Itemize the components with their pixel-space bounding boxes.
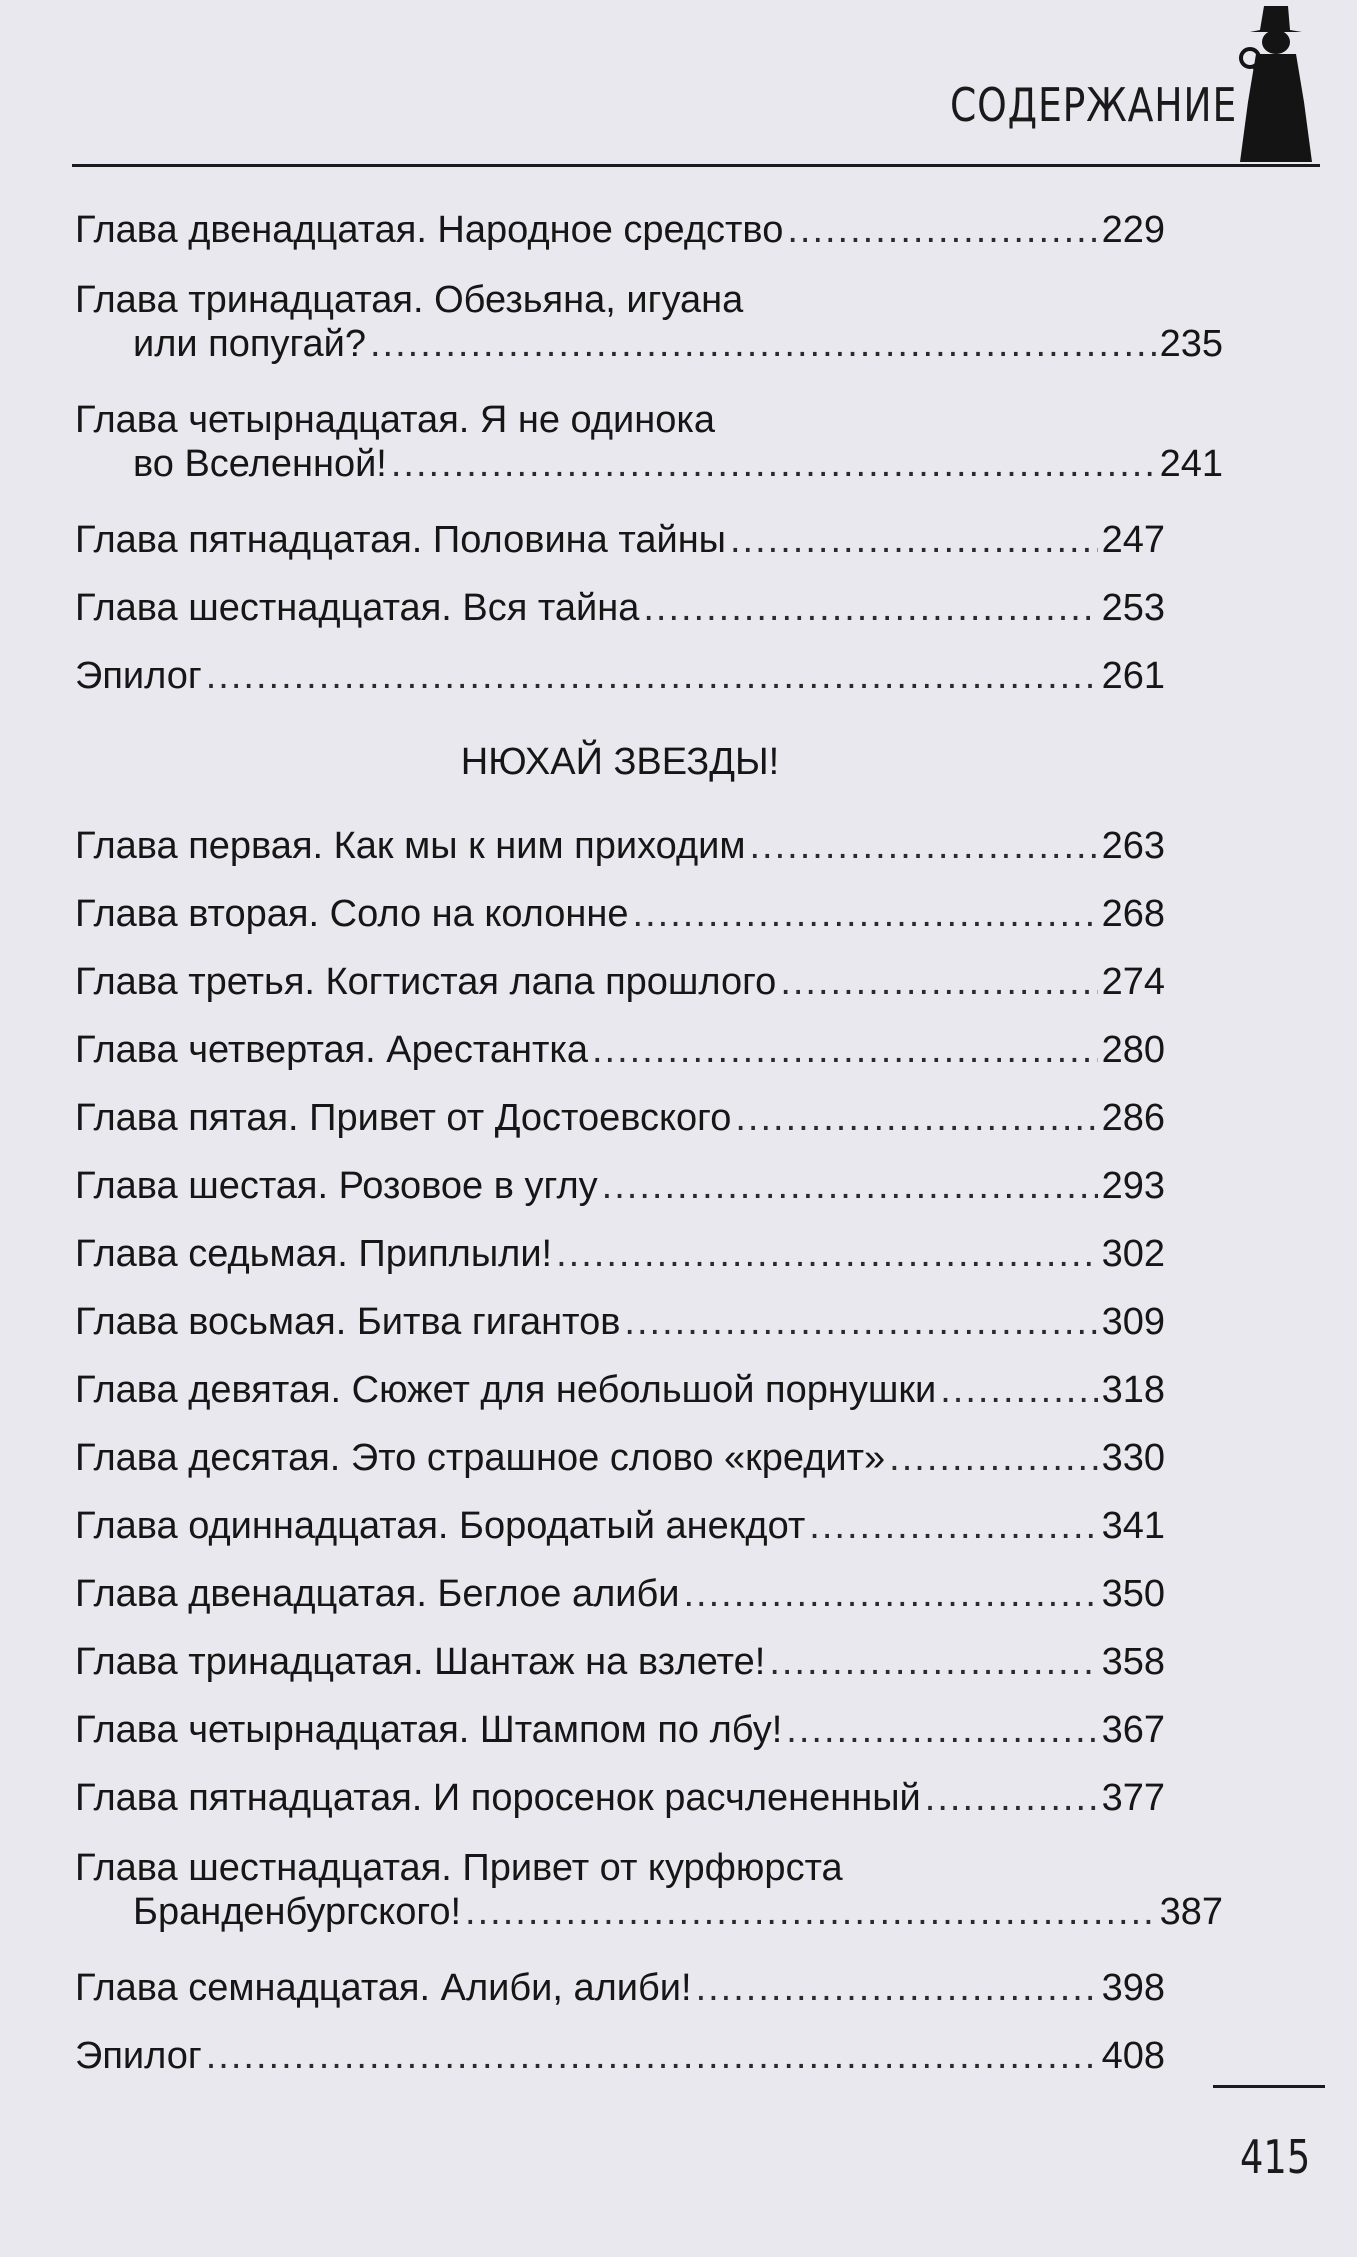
toc-entry-title: Глава шестнадцатая. Привет от курфюрста bbox=[75, 1847, 843, 1889]
toc-entry-page: 341 bbox=[1101, 1505, 1165, 1547]
toc-entry-page: 367 bbox=[1101, 1709, 1165, 1751]
toc-entry bbox=[75, 1368, 1165, 1412]
toc-entry-title: Глава шестнадцатая. Вся тайна bbox=[75, 587, 640, 629]
detective-silhouette-icon bbox=[1230, 2, 1322, 166]
page-number: 415 bbox=[1240, 2130, 1311, 2184]
toc-entry bbox=[75, 586, 1165, 630]
toc-entry-title: Глава пятнадцатая. Половина тайны bbox=[75, 519, 726, 561]
toc-entry-page: 387 bbox=[1159, 1891, 1223, 1933]
toc-entry-title: Глава первая. Как мы к ним приходим bbox=[75, 825, 746, 867]
toc-entry bbox=[75, 1232, 1165, 1276]
toc-entry-page: 274 bbox=[1101, 961, 1165, 1003]
toc-entry bbox=[75, 960, 1165, 1004]
toc-entry-page: 235 bbox=[1159, 323, 1223, 365]
toc-entry bbox=[75, 1846, 1223, 1934]
toc-entry bbox=[75, 1708, 1165, 1752]
toc-entry-page: 280 bbox=[1101, 1029, 1165, 1071]
toc-entry bbox=[75, 1300, 1165, 1344]
toc-entry-page: 263 bbox=[1101, 825, 1165, 867]
toc-entry bbox=[75, 1028, 1165, 1072]
toc-entry-title: Глава двенадцатая. Беглое алиби bbox=[75, 1573, 680, 1615]
toc-entry bbox=[75, 1966, 1165, 2010]
toc-entry-page: 350 bbox=[1101, 1573, 1165, 1615]
toc-entry-title: Эпилог bbox=[75, 655, 202, 697]
toc-entry-page: 253 bbox=[1101, 587, 1165, 629]
page-header-title: СОДЕРЖАНИЕ bbox=[950, 78, 1238, 132]
toc-entry-title: Глава шестая. Розовое в углу bbox=[75, 1165, 598, 1207]
toc-entry-title: Глава пятнадцатая. И поросенок расчлененный bbox=[75, 1777, 921, 1819]
toc-entry-title: Глава двенадцатая. Народное средство bbox=[75, 209, 784, 251]
toc-entry-title: Эпилог bbox=[75, 2035, 202, 2077]
toc-entry bbox=[75, 278, 1223, 366]
footer-rule bbox=[1213, 2085, 1325, 2088]
toc-entry-page: 302 bbox=[1101, 1233, 1165, 1275]
toc-entry bbox=[75, 1776, 1165, 1820]
toc-entry bbox=[75, 1096, 1165, 1140]
toc-entry-title-continued: Бранденбургского! bbox=[133, 1891, 462, 1933]
toc-entry bbox=[75, 1572, 1165, 1616]
toc-entry-title: Глава четвертая. Арестантка bbox=[75, 1029, 588, 1071]
toc-entry-page: 398 bbox=[1101, 1967, 1165, 2009]
toc-entry-page: 309 bbox=[1101, 1301, 1165, 1343]
toc-entry-title: Глава седьмая. Приплыли! bbox=[75, 1233, 553, 1275]
toc-entry-title: Глава четырнадцатая. Штампом по лбу! bbox=[75, 1709, 783, 1751]
toc-entry bbox=[75, 654, 1165, 698]
toc-entry-page: 241 bbox=[1159, 443, 1223, 485]
toc-entry-page: 286 bbox=[1101, 1097, 1165, 1139]
toc-entry bbox=[75, 208, 1165, 252]
toc-entry-title: Глава восьмая. Битва гигантов bbox=[75, 1301, 621, 1343]
toc-entry-page: 247 bbox=[1101, 519, 1165, 561]
toc-entry-title: Глава одиннадцатая. Бородатый анекдот bbox=[75, 1505, 806, 1547]
section-title: НЮХАЙ ЗВЕЗДЫ! bbox=[460, 741, 780, 783]
toc-entry-page: 268 bbox=[1101, 893, 1165, 935]
toc-entry-title-continued: или попугай? bbox=[133, 323, 366, 365]
toc-entry bbox=[75, 824, 1165, 868]
toc-entry-title: Глава тринадцатая. Обезьяна, игуана bbox=[75, 279, 744, 321]
toc-entry-title-continued: во Вселенной! bbox=[133, 443, 387, 485]
toc-entry bbox=[75, 518, 1165, 562]
toc-entry bbox=[75, 1640, 1165, 1684]
toc-entry-page: 358 bbox=[1101, 1641, 1165, 1683]
toc-entry bbox=[75, 1436, 1165, 1480]
toc-entry-page: 293 bbox=[1101, 1165, 1165, 1207]
toc-entry-title: Глава семнадцатая. Алиби, алиби! bbox=[75, 1967, 692, 2009]
toc-entry-page: 377 bbox=[1101, 1777, 1165, 1819]
toc-entry bbox=[75, 1504, 1165, 1548]
toc-entry bbox=[75, 398, 1223, 486]
toc-entry-page: 261 bbox=[1101, 655, 1165, 697]
toc-entry-page: 408 bbox=[1101, 2035, 1165, 2077]
toc-entry-title: Глава вторая. Соло на колонне bbox=[75, 893, 629, 935]
toc-entry-title: Глава пятая. Привет от Достоевского bbox=[75, 1097, 732, 1139]
toc-entry-title: Глава третья. Когтистая лапа прошлого bbox=[75, 961, 777, 1003]
toc-entry-page: 229 bbox=[1101, 209, 1165, 251]
toc-entry bbox=[75, 1164, 1165, 1208]
toc-entry-page: 330 bbox=[1101, 1437, 1165, 1479]
toc-entry-page: 318 bbox=[1101, 1369, 1165, 1411]
toc-entry-title: Глава тринадцатая. Шантаж на взлете! bbox=[75, 1641, 766, 1683]
toc-entry-title: Глава девятая. Сюжет для небольшой порнушки bbox=[75, 1369, 937, 1411]
toc-entry bbox=[75, 2034, 1165, 2078]
toc-entry-title: Глава четырнадцатая. Я не одинока bbox=[75, 399, 715, 441]
toc-entry bbox=[75, 892, 1165, 936]
toc-entry-title: Глава десятая. Это страшное слово «кредит» bbox=[75, 1437, 886, 1479]
header-rule bbox=[72, 164, 1320, 167]
